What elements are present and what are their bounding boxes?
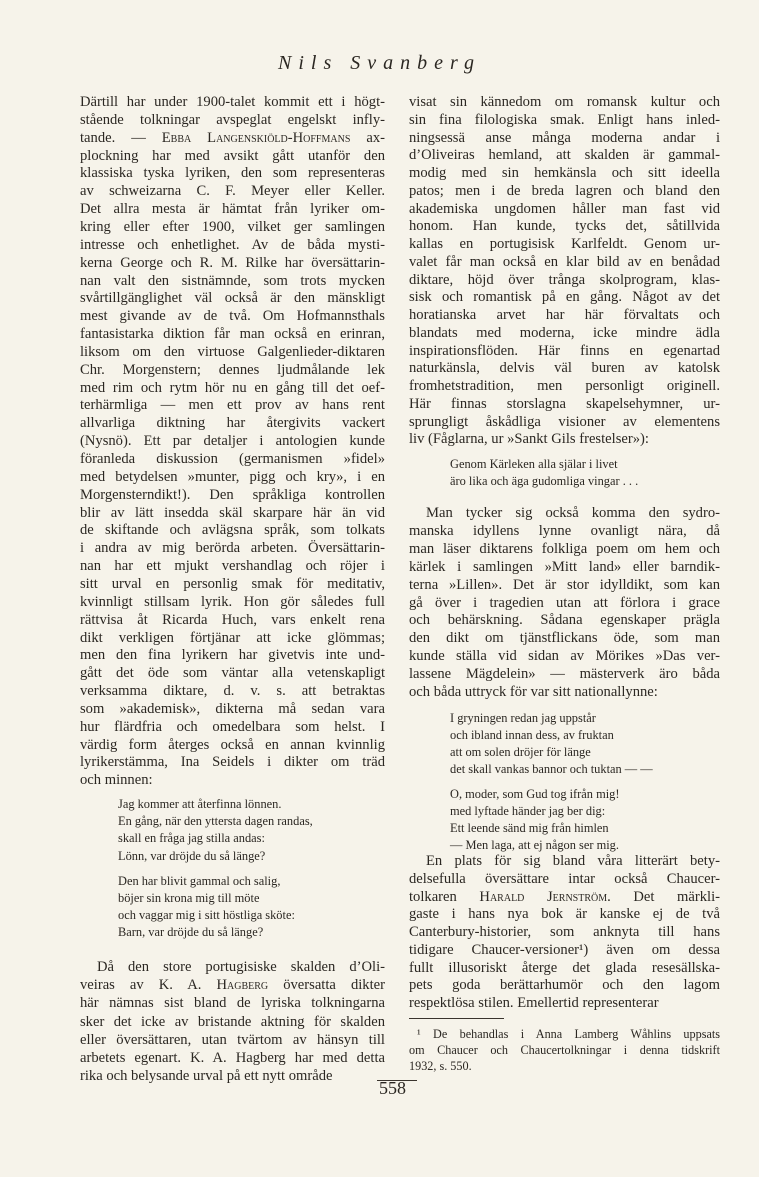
text-line: modig med sin hemkänsla och sitt ideella	[409, 165, 720, 181]
text-line: här nämnas sist bland de lyriska tolkningarna	[80, 995, 385, 1012]
text-line: kärlek i samlingen »Mitt land» eller barndik-	[409, 558, 720, 575]
text-line: Då den store portugisiske skalden d’Oli-	[97, 959, 385, 975]
poem-line: med lyftade händer jag ber dig:	[450, 804, 606, 818]
text-line: och minnen:	[80, 772, 153, 789]
text-segment: tolkaren	[409, 888, 480, 905]
text-line: terna »Lillen». Det är stor idylldikt, som kan	[409, 576, 720, 593]
text-line: den dikt om tjänstflickans öde, som man	[409, 630, 720, 647]
text-line: ningsessä anse många moderna andar i	[409, 129, 720, 146]
text-line: tidigare Chaucer-versioner¹) även om dessa	[409, 941, 720, 958]
poem-line: och vaggar mig i sitt höstliga sköte:	[118, 908, 295, 923]
text-line: lassene Mägdelein» — mästerverk äro båda	[409, 666, 720, 683]
text-line: patos; men i de breda lagren och bland den	[409, 182, 720, 199]
poem-line: böjer sin krona mig till möte	[118, 891, 260, 905]
text-line: mest givande av de två. Om Hofmannsthals	[80, 308, 385, 325]
text-line: nan valt den sistnämnde, som trots mycken	[80, 272, 385, 289]
poem-line: det skall vankas bannor och tuktan — —	[450, 762, 653, 776]
page-number: 558	[379, 1078, 406, 1098]
text-line: fullt illusoriskt återge det glada resesällska-	[409, 959, 720, 976]
text-line: liv (Fåglarna, ur »Sankt Gils frestelser»):	[409, 431, 649, 448]
text-line: med betydelsen »munter, pigg och kry», i en	[80, 468, 385, 485]
text-line: rika och belysande urval på ett nytt område	[80, 1068, 333, 1085]
text-line: gå över i tragedien utan att förlora i grace	[409, 594, 720, 611]
text-line: Morgensterndikt!). Den språkliga kontrollen	[80, 486, 385, 503]
text-line: av schweizarna C. F. Meyer eller Keller.	[80, 183, 385, 200]
text-line	[80, 976, 385, 994]
text-line: intresse och enhetlighet. Av de båda mysti-	[80, 236, 385, 253]
text-line: som »akademisk», dikterna må sedan vara	[80, 700, 385, 717]
text-line: En plats för sig bland våra litterärt bety-	[426, 853, 720, 869]
small-caps-name: Harald Jernström	[479, 888, 608, 905]
text-segment: översatta dikter	[268, 977, 385, 994]
text-line: kallas en portugisisk Karlfeldt. Genom ur-	[409, 236, 720, 252]
text-line: sker det icke av bristande aktning för skalden	[80, 1013, 385, 1030]
text-line: men den fina lyrikern har givetvis inte und-	[80, 647, 385, 664]
text-line: respektlösa stilen. Emellertid representerar	[409, 995, 659, 1011]
footnote-divider	[409, 1018, 504, 1019]
text-line: gaste i hans nya bok är kanske ej de två	[409, 906, 720, 923]
text-line: man läser diktarens folkliga poem om hem och	[409, 540, 720, 557]
poem-line: Lönn, var dröjde du så länge?	[118, 848, 266, 863]
small-caps-name: Ebba Langenskiöld-Hoffmans	[161, 129, 351, 146]
poem-line: Ett leende sänd mig från himlen	[450, 821, 609, 835]
text-line: sisk och romantisk på en gång. Något av det	[409, 289, 720, 306]
text-line: stående tolkningar avspeglat engelskt infly-	[80, 111, 385, 128]
text-line: liksom om den virtuose Galgenlieder-diktaren	[80, 343, 385, 360]
small-caps-name: Hagberg	[216, 977, 269, 994]
text-line: kring eller efter 1900, vilket ger samlingen	[80, 218, 385, 235]
text-line: inspirationsflöden. Här finns en egenartad	[409, 342, 720, 359]
text-line: med rim och rytm hör nu en gång till det oef-	[80, 379, 385, 396]
text-segment: veiras av K. A.	[80, 977, 217, 994]
text-line: och båda uttryck för var sitt nationallynne:	[409, 684, 658, 700]
poem-line: äro lika och äga gudomliga vingar . . .	[450, 474, 639, 489]
text-line: sitt urval en personlig smak för meditativ,	[80, 575, 385, 592]
text-line: allvarliga diktning har återgivits vackert	[80, 415, 385, 432]
text-line: terhärmliga — men ett prov av hans rent	[80, 397, 385, 414]
text-line: Canterbury-historier, som anknyta till hans	[409, 924, 720, 940]
text-line: Chr. Morgenstern; dennes ljudmålande lek	[80, 361, 385, 378]
text-line: Man tycker sig också komma den sydro-	[426, 505, 720, 521]
text-line: de skiftande och avlägsna språk, som tolkats	[80, 522, 385, 539]
text-line: eller översättaren, utan tvärtom av hänsyn till	[80, 1031, 385, 1048]
text-segment: . Det märkli-	[607, 888, 721, 905]
text-line: diktare, höjd över trånga skolprogram, klas-	[409, 271, 720, 288]
poem-line: Genom Kärleken alla själar i livet	[450, 457, 618, 471]
text-line: i andra av mig berörda arbeten. Översättarin-	[80, 540, 385, 557]
text-line	[409, 889, 720, 907]
text-line: fromhetstradition, men personligt originell.	[409, 378, 720, 394]
text-line: (Nysnö). Ett par detaljer i antologien kunde	[80, 433, 385, 450]
poem-line: Barn, var dröjde du så länge?	[118, 925, 264, 940]
text-line: manska idyllens lynne ovanligt nära, då	[409, 522, 720, 539]
text-line: värdig form återges också en annan kvinnlig	[80, 736, 385, 753]
text-line: gått det öde som väntar alla vetenskapligt	[80, 665, 385, 682]
poem-line: Jag kommer att återfinna lönnen.	[118, 797, 282, 811]
text-line: lyrikerstämma, Ina Seidels i dikter om träd	[80, 754, 385, 771]
poem-line: O, moder, som Gud tog ifrån mig!	[450, 787, 620, 801]
text-line: blandats med moderna, icke mindre ädla	[409, 324, 720, 341]
text-line: akademiska ungdomen håller man fast vid	[409, 200, 720, 217]
footnote-line: ¹ De behandlas i Anna Lamberg Wåhlins uppsats	[417, 1027, 720, 1041]
text-line: verksamma diktare, d. v. s. att betraktas	[80, 683, 385, 700]
poem-line: Den har blivit gammal och salig,	[118, 873, 281, 888]
text-line: klassiska tyska lyriken, den som representeras	[80, 165, 385, 182]
text-segment: ax-	[350, 129, 385, 146]
text-line: delsefulla översättare intar också Chaucer-	[409, 870, 720, 887]
text-line: svårtillgänglighet väl också är den mänskligt	[80, 290, 385, 307]
text-line: sin fina filologiska smak. Enligt hans inled-	[409, 111, 720, 128]
text-line: nan har ett mjukt vershandlag och röjer i	[80, 558, 385, 575]
text-line: kunde ställa vid sidan av Mörikes »Das ver-	[409, 648, 720, 665]
text-line: plockning har med avsikt gått utanför den	[80, 147, 385, 164]
text-line	[80, 130, 385, 148]
poem-line: En gång, när den yttersta dagen randas,	[118, 814, 313, 829]
text-segment: tande. —	[80, 129, 162, 146]
text-line: d’Oliveiras hemland, att skalden är gammal-	[409, 147, 720, 164]
text-line: hur flärdfria och omedelbara som helst. I	[80, 718, 385, 735]
running-header-author: Nils Svanberg	[277, 52, 482, 74]
poem-line: skall en fråga jag stilla andas:	[118, 831, 265, 846]
poem-line: I gryningen redan jag uppstår	[450, 711, 596, 725]
text-line: Därtill har under 1900-talet kommit ett i högt-	[80, 94, 385, 110]
poem-line: att om solen dröjer för länge	[450, 745, 591, 759]
poem-line: och ibland innan dess, av fruktan	[450, 728, 614, 742]
text-line: dikt verkligen förtjänar att icke glömmas;	[80, 629, 385, 646]
text-line: blir av lätt insedda skäl skarpare här än vid	[80, 504, 385, 521]
text-line: naturkänsla, delvis väl buren av katolsk	[409, 360, 720, 377]
poem-line: — Men laga, att ej någon ser mig.	[450, 838, 619, 852]
footnote-line: 1932, s. 550.	[409, 1059, 472, 1074]
text-line: Det allra mesta är hämtat från lyriker om-	[80, 201, 385, 218]
text-line: kerna George och R. M. Rilke har översättarin-	[80, 254, 385, 271]
text-line: valet får man också en klar bild av en benådad	[409, 253, 720, 270]
text-line: Här finnas storslagna skapelsehymner, ur-	[409, 395, 720, 412]
text-line: pets goda berättarhumör och den lagom	[409, 977, 720, 994]
text-line: sprungligt åskådliga visioner av elementens	[409, 413, 720, 430]
text-line: och behärskning. Sådana egenskaper prägla	[409, 612, 720, 629]
text-line: kvinnligt stillsam lyrik. Hon gör således full	[80, 593, 385, 610]
text-line: honom. Han kunde, tycks det, såtillvida	[409, 218, 720, 235]
text-line: visat sin kännedom om romansk kultur och	[409, 94, 720, 110]
text-line: arbetets egenart. K. A. Hagberg har med detta	[80, 1050, 385, 1066]
text-line: rättvisa åt Ricarda Huch, vars enkelt rena	[80, 611, 385, 628]
footnote-line: om Chaucer och Chaucertolkningar i denna tidskrift	[409, 1043, 720, 1058]
text-line: föranleda diskussion (germanismen »fidel»	[80, 451, 385, 467]
text-line: fantasistarka diktion får man också en erinran,	[80, 326, 385, 343]
text-line: horatianska arvet har här förvaltats och	[409, 307, 720, 323]
